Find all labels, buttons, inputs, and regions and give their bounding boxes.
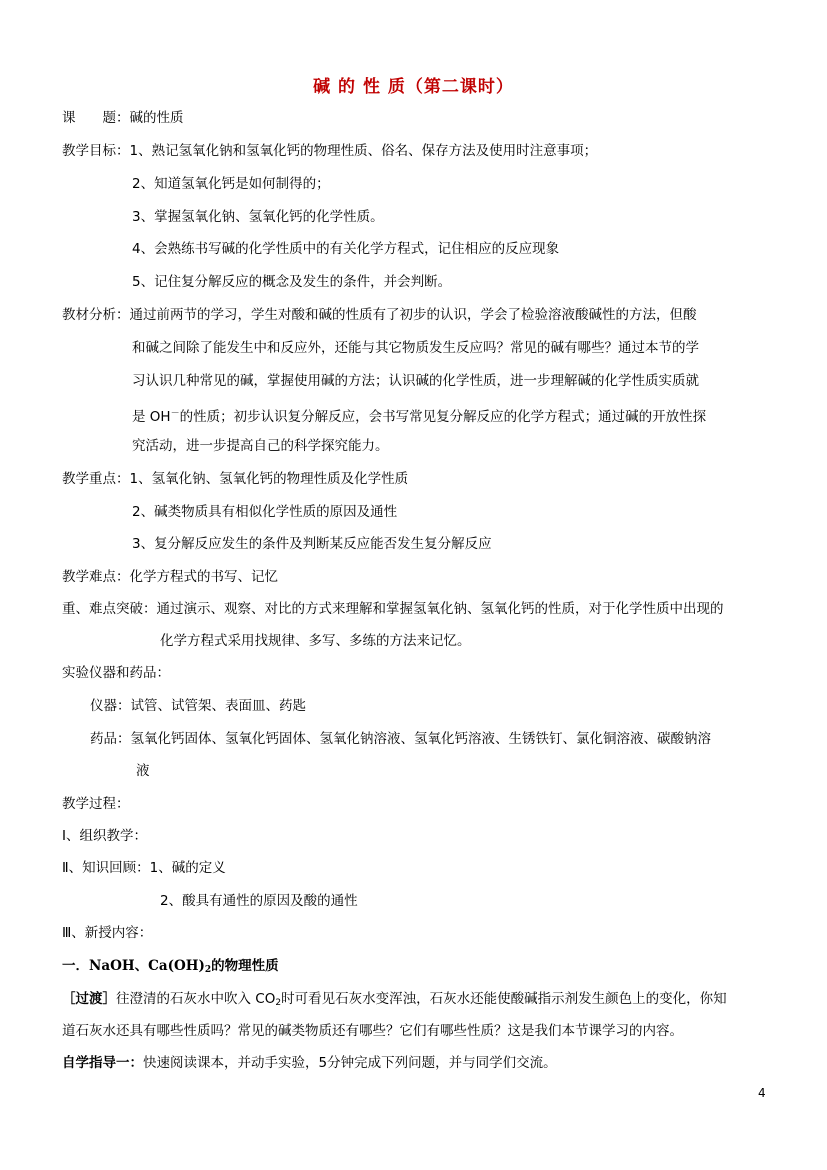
difficulty-row (62, 567, 278, 587)
analysis-label: 教材分析： (62, 307, 130, 323)
transition-label: ［过渡］ (62, 991, 116, 1007)
difficulty-label: 教学难点： (62, 569, 130, 585)
hydroxide-ion: 是 OH (132, 409, 171, 425)
transition-line-2: 道石灰水还具有哪些性质吗？常见的碱类物质还有哪些？它们有哪些性质？这是我们本节课学习的内容。 (62, 1023, 683, 1039)
difficulty-value: 化学方程式的书写、记忆 (129, 569, 278, 585)
analysis-line: 究活动，进一步提高自己的科学探究能力。 (132, 438, 389, 454)
page-title: 碱 的 性 质（第二课时） (313, 77, 514, 97)
objective-item: 1、熟记氢氧化钠和氢氧化钙的物理性质、俗名、保存方法及使用时注意事项； (129, 143, 598, 159)
transition-text-b: 时可看见石灰水变浑浊，石灰水还能使酸碱指示剂发生颜色上的变化，你知 (281, 991, 727, 1007)
reagents-value: 氢氧化钙固体、氢氧化钙固体、氢氧化钠溶液、氢氧化钙溶液、生锈铁钉、氯化铜溶液、碳酸钠溶 (130, 731, 711, 747)
section-heading (62, 956, 279, 980)
objective-item: 3、掌握氢氧化钠、氢氧化钙的化学性质。 (132, 209, 384, 225)
page-number: 4 (758, 1086, 766, 1100)
process-step-2 (62, 858, 226, 878)
process-heading: 教学过程： (62, 796, 130, 812)
process-step-1: Ⅰ、组织教学： (62, 828, 147, 844)
key-points-row-1 (62, 469, 408, 489)
co2-subscript: 2 (275, 998, 282, 1008)
lesson-label: 课 题： (62, 110, 130, 126)
self-study-row (62, 1053, 557, 1073)
objective-item: 4、会熟练书写碱的化学性质中的有关化学方程式，记住相应的反应现象 (132, 241, 560, 257)
instruments-row (90, 696, 306, 716)
self-study-label: 自学指导一： (62, 1055, 143, 1071)
analysis-line: 的性质；初步认识复分解反应，会书写常见复分解反应的化学方程式；通过碱的开放性探 (179, 409, 707, 425)
reagents-continued: 液 (136, 763, 150, 779)
transition-text-a: 往澄清的石灰水中吹入 CO (116, 991, 276, 1007)
section-heading-suffix: 的物理性质 (211, 958, 279, 974)
objective-item: 2、知道氢氧化钙是如何制得的； (132, 176, 330, 192)
process-step-3: Ⅲ、新授内容： (62, 925, 153, 941)
lesson-row (62, 108, 184, 128)
instruments-value: 试管、试管架、表面皿、药匙 (130, 698, 306, 714)
key-point-item: 1、氢氧化钠、氢氧化钙的物理性质及化学性质 (129, 471, 409, 487)
analysis-line: 通过前两节的学习，学生对酸和碱的性质有了初步的认识，学会了检验溶液酸碱性的方法，但酸 (129, 307, 697, 323)
analysis-line: 习认识几种常见的碱，掌握使用碱的方法；认识碱的化学性质，进一步理解碱的化学性质实质就 (132, 373, 699, 389)
key-points-label: 教学重点： (62, 471, 130, 487)
objectives-row-1 (62, 141, 597, 161)
objective-item: 5、记住复分解反应的概念及发生的条件，并会判断。 (132, 274, 452, 290)
reagents-label: 药品： (90, 731, 131, 747)
review-item: 1、碱的定义 (149, 860, 226, 876)
breakthrough-line: 化学方程式采用找规律、多写、多练的方法来记忆。 (160, 633, 471, 649)
section-heading-subscript: 2 (204, 965, 212, 975)
reagents-row (90, 729, 711, 749)
process-step-2-label: Ⅱ、知识回顾： (62, 860, 150, 876)
analysis-row-1 (62, 305, 697, 325)
lesson-value: 碱的性质 (129, 110, 184, 126)
review-item: 2、酸具有通性的原因及酸的通性 (160, 893, 358, 909)
section-heading-prefix: 一．NaOH、Ca(OH) (62, 958, 205, 974)
breakthrough-row-1 (62, 599, 724, 619)
analysis-line: 和碱之间除了能发生中和反应外，还能与其它物质发生反应吗？常见的碱有哪些？通过本节的学 (132, 340, 699, 356)
breakthrough-line: 通过演示、观察、对比的方式来理解和掌握氢氧化钠、氢氧化钙的性质，对于化学性质中出现的 (156, 601, 724, 617)
objectives-label: 教学目标： (62, 143, 130, 159)
key-point-item: 3、复分解反应发生的条件及判断某反应能否发生复分解反应 (132, 536, 492, 552)
instruments-label: 仪器： (90, 698, 131, 714)
transition-line-1 (62, 989, 727, 1013)
key-point-item: 2、碱类物质具有相似化学性质的原因及通性 (132, 504, 398, 520)
breakthrough-label: 重、难点突破： (62, 601, 157, 617)
hydroxide-charge: － (170, 409, 180, 419)
analysis-line-4 (132, 404, 706, 427)
self-study-text: 快速阅读课本，并动手实验，5分钟完成下列问题，并与同学们交流。 (143, 1055, 557, 1071)
materials-heading: 实验仪器和药品： (62, 665, 170, 681)
